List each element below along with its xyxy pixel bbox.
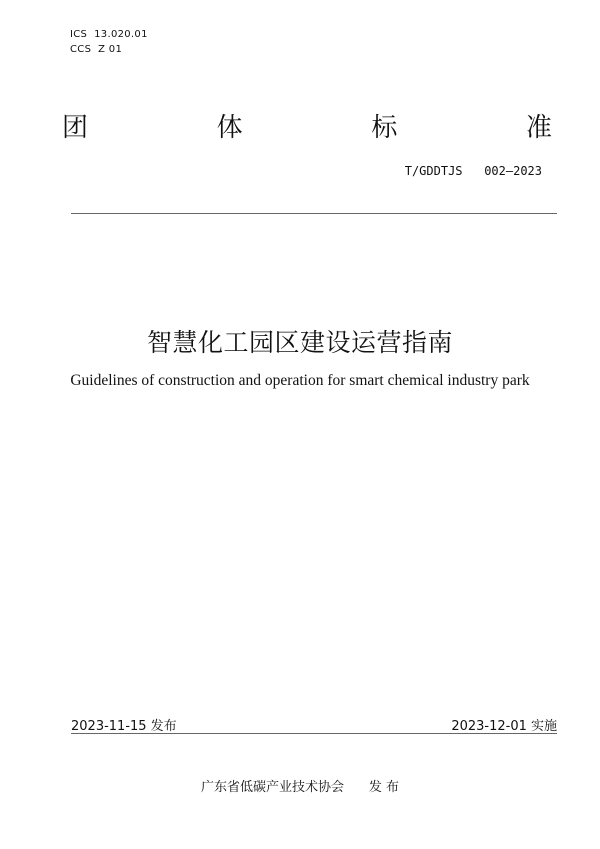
document-title-english: Guidelines of construction and operation for smart chemical industry park: [70, 372, 530, 389]
publisher: 广东省低碳产业技术协会 发 布: [201, 780, 399, 795]
standard-number: T/GDDTJS 002—2023: [404, 164, 542, 178]
standard-type-char: 标: [371, 113, 398, 143]
implementation-date: 2023-12-01 实施: [451, 719, 557, 734]
ics-code: ICS 13.020.01: [70, 29, 148, 40]
document-title-chinese: 智慧化工园区建设运营指南: [146, 328, 453, 357]
ccs-code: CCS Z 01: [70, 44, 123, 55]
standard-type-heading: [62, 112, 552, 144]
divider-bottom: [71, 733, 557, 734]
standard-type-char: 团: [62, 113, 89, 143]
issue-date: 2023-11-15 发布: [71, 719, 177, 734]
standard-type-char: 体: [216, 113, 243, 143]
divider-top: [71, 213, 557, 214]
standard-type-char: 准: [525, 113, 552, 143]
